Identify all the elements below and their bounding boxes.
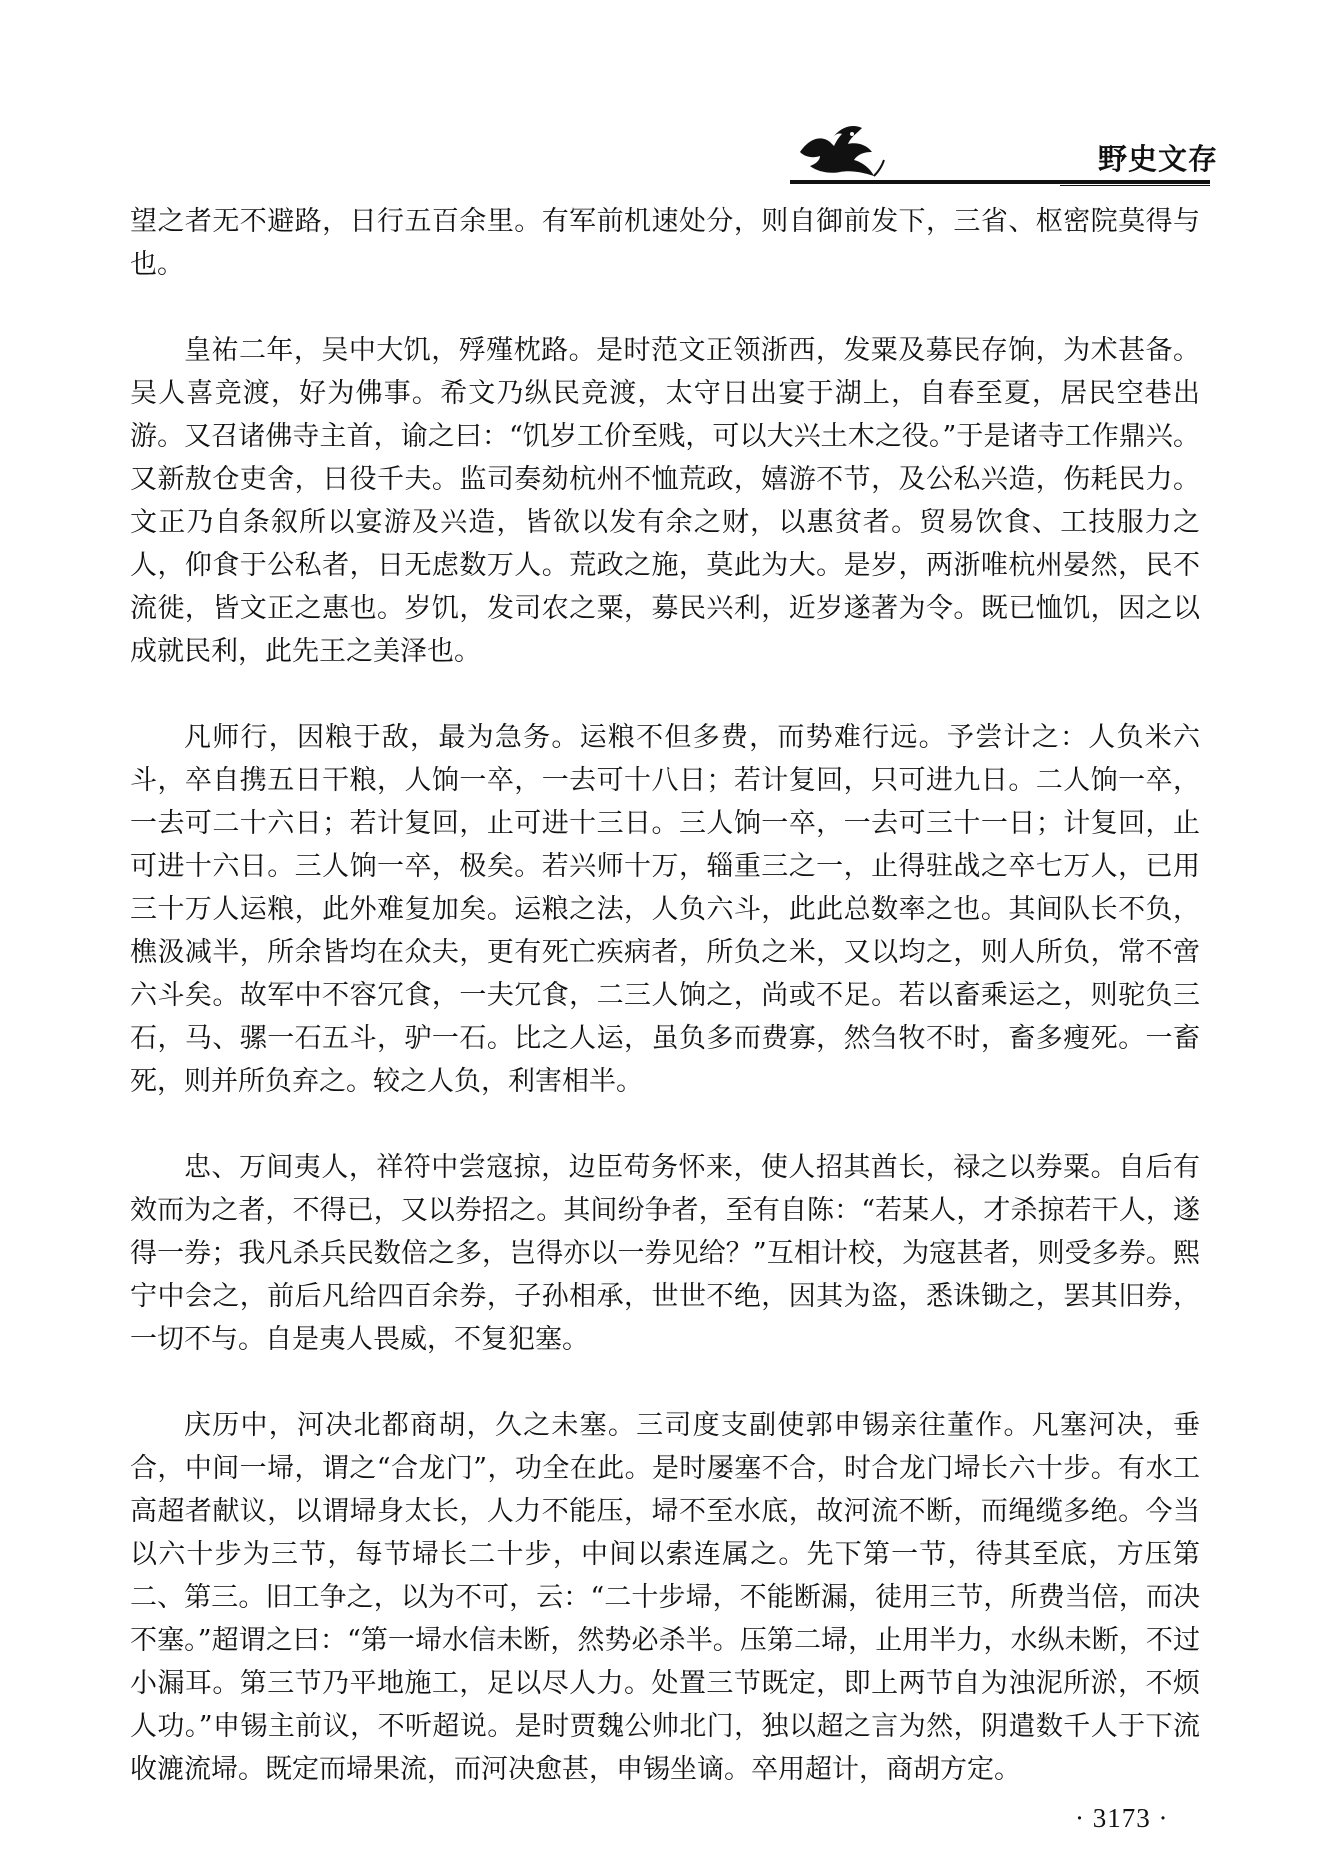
- body-text: [130, 200, 1200, 1834]
- header-rule: [790, 180, 1210, 184]
- header-rule-thin: [1060, 185, 1210, 186]
- dragon-emblem-icon: [790, 112, 890, 182]
- header-title: 野史文存: [1098, 142, 1219, 176]
- running-header: [0, 0, 1322, 200]
- page-number: · 3173 ·: [1075, 1803, 1169, 1833]
- paragraph-continued: 望之者无不避路，日行五百余里。有军前机速处分，则自御前发下，三省、枢密院莫得与也。: [130, 206, 1200, 280]
- paragraph-river-dike-closure: 庆历中，河决北都商胡，久之未塞。三司度支副使郭申锡亲往董作。凡塞河决，垂合，中间一埽，谓之“合龙门”，功全在此。是时屡塞不合，时合龙门埽长六十步。有水工高超者献议，以谓埽身太长，人力不能压，埽不至水底，故河流不断，而绳缆多绝。今当以六十步为三节，每节埽长二十步，中间以索连属之。先下第一节，待其至底，方压第二、第三。旧工争之，以为不可，云：“二十步埽，不能断漏，徒用三节，所费当倍，而决不塞。”超谓之曰：“第一埽水信未断，然势必杀半。压第二埽，止用半力，水纵未断，不过小漏耳。第三节乃平地施工，足以尽人力。处置三节既定，即上两节自为浊泥所淤，不烦人功。”申锡主前议，不听超说。是时贾魏公帅北门，独以超之言为然，阴遣数千人于下流收漉流埽。既定而埽果流，而河决愈甚，申锡坐谪。卒用超计，商胡方定。: [130, 1410, 1200, 1785]
- paragraph-huangyou-famine: 皇祐二年，吴中大饥，殍殣枕路。是时范文正领浙西，发粟及募民存饷，为术甚备。吴人喜竞渡，好为佛事。希文乃纵民竞渡，太守日出宴于湖上，自春至夏，居民空巷出游。又召诸佛寺主首，谕之曰：“饥岁工价至贱，可以大兴土木之役。”于是诸寺工作鼎兴。又新敖仓吏舍，日役千夫。监司奏劾杭州不恤荒政，嬉游不节，及公私兴造，伤耗民力。文正乃自条叙所以宴游及兴造，皆欲以发有余之财，以惠贫者。贸易饮食、工技服力之人，仰食于公私者，日无虑数万人。荒政之施，莫此为大。是岁，两浙唯杭州晏然，民不流徙，皆文正之惠也。岁饥，发司农之粟，募民兴利，近岁遂著为令。既已恤饥，因之以成就民利，此先王之美泽也。: [130, 335, 1200, 667]
- paragraph-yi-people-vouchers: 忠、万间夷人，祥符中尝寇掠，边臣苟务怀来，使人招其酋长，禄之以券粟。自后有效而为之者，不得已，又以券招之。其间纷争者，至有自陈：“若某人，才杀掠若干人，遂得一券；我凡杀兵民数倍之多，岂得亦以一券见给？”互相计校，为寇甚者，则受多券。熙宁中会之，前后凡给四百余券，子孙相承，世世不绝，因其为盗，悉诛锄之，罢其旧券，一切不与。自是夷人畏威，不复犯塞。: [130, 1152, 1200, 1355]
- paragraph-army-provisions: 凡师行，因粮于敌，最为急务。运粮不但多费，而势难行远。予尝计之：人负米六斗，卒自携五日干粮，人饷一卒，一去可十八日；若计复回，只可进九日。二人饷一卒，一去可二十六日；若计复回，止可进十三日。三人饷一卒，一去可三十一日；计复回，止可进十六日。三人饷一卒，极矣。若兴师十万，辎重三之一，止得驻战之卒七万人，已用三十万人运粮，此外难复加矣。运粮之法，人负六斗，此此总数率之也。其间队长不负，樵汲减半，所余皆均在众夫，更有死亡疾病者，所负之米，又以均之，则人所负，常不啻六斗矣。故军中不容冗食，一夫冗食，二三人饷之，尚或不足。若以畜乘运之，则驼负三石，马、骡一石五斗，驴一石。比之人运，虽负多而费寡，然刍牧不时，畜多瘦死。一畜死，则并所负弃之。较之人负，利害相半。: [130, 722, 1200, 1097]
